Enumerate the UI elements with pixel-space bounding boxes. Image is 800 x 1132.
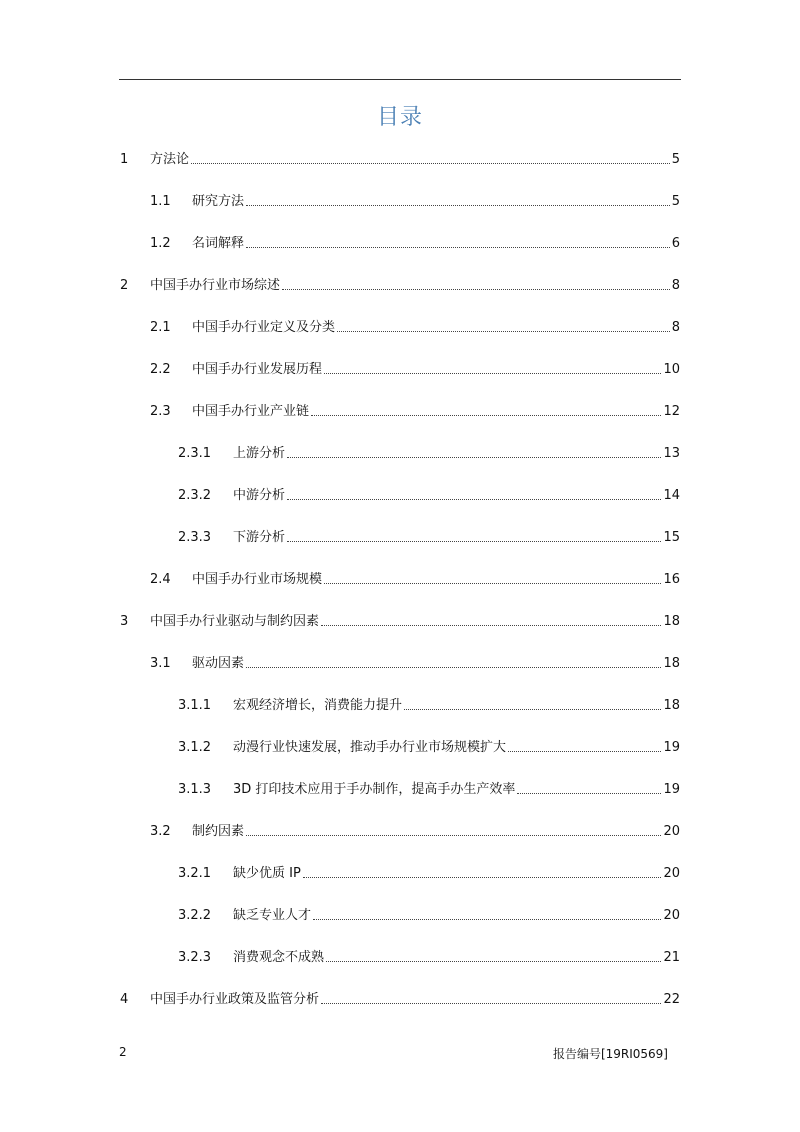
toc-entry-label: 中国手办行业驱动与制约因素 <box>150 614 320 629</box>
toc-dot-leader <box>313 918 661 920</box>
toc-dot-leader <box>303 876 662 878</box>
toc-entry-page: 10 <box>663 362 680 377</box>
toc-entry[interactable] <box>150 654 680 674</box>
toc-entry-number: 3.2.2 <box>178 908 212 923</box>
toc-entry[interactable] <box>178 696 680 716</box>
toc-entry-number: 1.1 <box>150 194 171 209</box>
toc-entry-page: 18 <box>663 656 680 671</box>
toc-entry-label: 中国手办行业政策及监管分析 <box>150 992 320 1007</box>
toc-dot-leader <box>287 456 661 458</box>
toc-entry-label: 研究方法 <box>192 194 245 209</box>
toc-dot-leader <box>287 540 661 542</box>
toc-entry-page: 15 <box>663 530 680 545</box>
toc-entry-page: 5 <box>671 194 680 209</box>
toc-entry-label: 方法论 <box>150 152 190 167</box>
toc-entry-number: 3.2.3 <box>178 950 212 965</box>
toc-dot-leader <box>404 708 661 710</box>
toc-dot-leader <box>282 288 670 290</box>
toc-entry-label: 缺少优质 IP <box>233 866 301 881</box>
toc-entry[interactable] <box>178 906 680 926</box>
toc-dot-leader <box>191 162 670 164</box>
toc-entry-page: 5 <box>671 152 680 167</box>
toc-entry-page: 18 <box>663 614 680 629</box>
toc-entry-page: 19 <box>663 740 680 755</box>
toc-entry-label: 驱动因素 <box>192 656 245 671</box>
toc-dot-leader <box>287 498 661 500</box>
toc-dot-leader <box>337 330 670 332</box>
toc-entry[interactable] <box>178 948 680 968</box>
toc-entry-number: 2.3.2 <box>178 488 212 503</box>
toc-entry-number: 3.1 <box>150 656 171 671</box>
page-title: 目录 <box>376 105 423 130</box>
toc-dot-leader <box>517 792 661 794</box>
toc-entry-number: 3.2 <box>150 824 171 839</box>
toc-entry[interactable] <box>178 780 680 800</box>
toc-entry-label: 制约因素 <box>192 824 245 839</box>
toc-entry-number: 1.2 <box>150 236 171 251</box>
toc-entry[interactable] <box>120 990 680 1010</box>
toc-entry-page: 20 <box>663 908 680 923</box>
toc-dot-leader <box>246 246 670 248</box>
toc-entry-page: 18 <box>663 698 680 713</box>
toc-entry-number: 4 <box>120 992 129 1007</box>
toc-entry[interactable] <box>120 612 680 632</box>
toc-entry-label: 中国手办行业产业链 <box>192 404 310 419</box>
toc-entry-number: 2.4 <box>150 572 171 587</box>
toc-entry-number: 3.1.3 <box>178 782 212 797</box>
toc-entry-number: 3.2.1 <box>178 866 212 881</box>
toc-entry-label: 动漫行业快速发展，推动手办行业市场规模扩大 <box>233 740 507 755</box>
toc-entry-page: 13 <box>663 446 680 461</box>
toc-entry-page: 6 <box>671 236 680 251</box>
toc-entry-label: 缺乏专业人才 <box>233 908 312 923</box>
toc-entry-label: 中国手办行业发展历程 <box>192 362 323 377</box>
toc-dot-leader <box>321 624 661 626</box>
toc-entry-page: 16 <box>663 572 680 587</box>
toc-entry-label: 宏观经济增长，消费能力提升 <box>233 698 403 713</box>
toc-entry-label: 3D 打印技术应用于手办制作，提高手办生产效率 <box>233 782 516 797</box>
report-id: 报告编号[19RI0569] <box>552 1047 668 1061</box>
toc-entry-label: 消费观念不成熟 <box>233 950 325 965</box>
toc-dot-leader <box>311 414 661 416</box>
toc-entry-page: 12 <box>663 404 680 419</box>
toc-entry[interactable] <box>120 150 680 170</box>
toc-dot-leader <box>324 582 661 584</box>
toc-dot-leader <box>324 372 661 374</box>
toc-dot-leader <box>326 960 661 962</box>
toc-entry-page: 22 <box>663 992 680 1007</box>
toc-dot-leader <box>246 834 661 836</box>
toc-entry-label: 中游分析 <box>233 488 286 503</box>
toc-entry-number: 2.3.3 <box>178 530 212 545</box>
toc-entry-label: 中国手办行业市场综述 <box>150 278 281 293</box>
toc-entry-number: 2.2 <box>150 362 171 377</box>
toc-entry[interactable] <box>150 402 680 422</box>
toc-dot-leader <box>246 666 661 668</box>
toc-entry-number: 2.3.1 <box>178 446 212 461</box>
page-number: 2 <box>119 1045 127 1059</box>
toc-entry-number: 3 <box>120 614 129 629</box>
toc-entry[interactable] <box>178 738 680 758</box>
toc-entry[interactable] <box>178 444 680 464</box>
toc-entry-label: 中国手办行业市场规模 <box>192 572 323 587</box>
toc-entry-number: 2.1 <box>150 320 171 335</box>
toc-entry-page: 20 <box>663 866 680 881</box>
toc-entry[interactable] <box>178 528 680 548</box>
toc-entry-page: 14 <box>663 488 680 503</box>
toc-entry-label: 中国手办行业定义及分类 <box>192 320 336 335</box>
toc-entry-page: 8 <box>671 278 680 293</box>
toc-entry[interactable] <box>150 192 680 212</box>
toc-entry[interactable] <box>178 864 680 884</box>
toc-entry-page: 21 <box>663 950 680 965</box>
toc-entry[interactable] <box>150 822 680 842</box>
toc-entry-number: 3.1.2 <box>178 740 212 755</box>
toc-entry[interactable] <box>150 234 680 254</box>
toc-entry[interactable] <box>150 360 680 380</box>
toc-entry-number: 2 <box>120 278 129 293</box>
toc-dot-leader <box>246 204 670 206</box>
toc-entry-label: 上游分析 <box>233 446 286 461</box>
toc-entry-label: 下游分析 <box>233 530 286 545</box>
toc-entry-number: 1 <box>120 152 129 167</box>
toc-dot-leader <box>508 750 661 752</box>
toc-entry-number: 3.1.1 <box>178 698 212 713</box>
toc-entry-page: 20 <box>663 824 680 839</box>
toc-entry[interactable] <box>150 570 680 590</box>
toc-entry[interactable] <box>150 318 680 338</box>
toc-entry[interactable] <box>178 486 680 506</box>
toc-entry-number: 2.3 <box>150 404 171 419</box>
toc-entry[interactable] <box>120 276 680 296</box>
toc-entry-label: 名词解释 <box>192 236 245 251</box>
toc-entry-page: 8 <box>671 320 680 335</box>
toc-entry-page: 19 <box>663 782 680 797</box>
toc-dot-leader <box>321 1002 661 1004</box>
